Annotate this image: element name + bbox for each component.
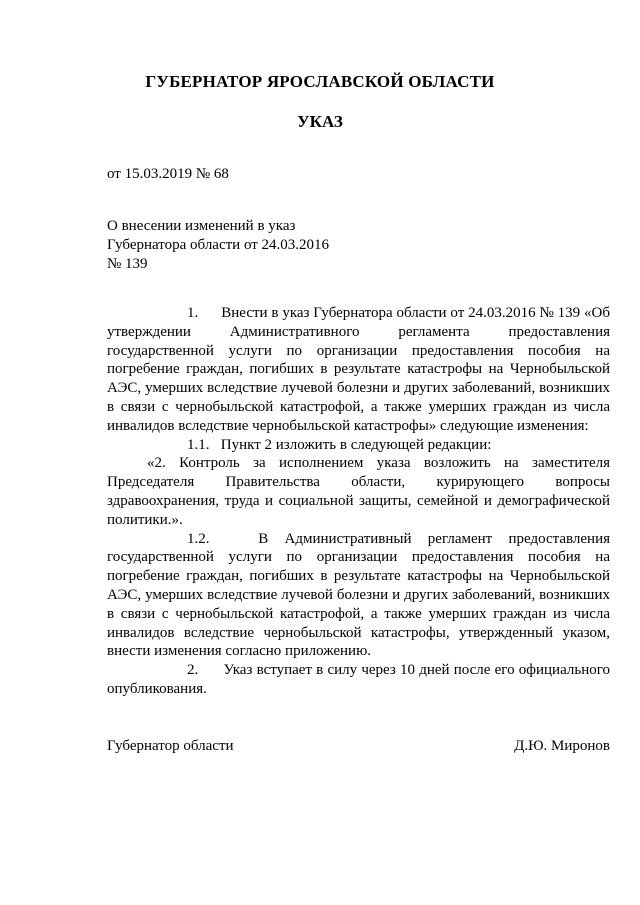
signatory-position: Губернатор области — [107, 738, 234, 754]
clause-2 — [107, 661, 610, 699]
clause-text: В Административный регламент предоставления государственной услуги по организации предоставления пособия на погребение граждан, погибших в результате катастрофы на Чернобыльской АЭС, умерших вследствие лучевой болезни и других заболеваний, возникших в связи с чернобыльской катастрофой, а также умерших граждан из числа инвалидов вследствие чернобыльской катастрофы, утвержденный указом, внести изменения согласно приложению. — [107, 530, 610, 660]
clause-1 — [107, 304, 610, 436]
document-date-number: от 15.03.2019 № 68 — [107, 166, 229, 182]
clause-text: Внести в указ Губернатора области от 24.03.2016 № 139 «Об утверждении Административного регламента предоставления государственной услуги по организации предоставления пособия на погребение граждан, погибших в результате катастрофы на Чернобыльской АЭС, умерших вследствие лучевой болезни и других заболеваний, возникших в связи с чернобыльской катастрофой, а также умерших граждан из числа инвалидов вследствие чернобыльской катастрофы» следующие изменения: — [107, 305, 610, 434]
document-subject — [107, 217, 329, 274]
clause-number: 1.1. — [187, 436, 210, 453]
clause-number: 2. — [187, 662, 199, 679]
clause-number: 1. — [187, 305, 199, 321]
signatory-name: Д.Ю. Миронов — [514, 738, 610, 754]
document-body — [107, 304, 610, 699]
signature-block — [107, 738, 610, 755]
subject-line: Губернатора области от 24.03.2016 — [107, 237, 330, 253]
clause-number: 1.2. — [187, 530, 210, 547]
subject-line: № 139 — [107, 256, 148, 272]
issuing-authority: ГУБЕРНАТОР ЯРОСЛАВСКОЙ ОБЛАСТИ — [145, 72, 495, 91]
clause-text: Указ вступает в силу через 10 дней после его официального опубликования. — [107, 662, 610, 697]
document-type: УКАЗ — [297, 112, 343, 131]
clause-text: Пункт 2 изложить в следующей редакции: — [220, 436, 492, 453]
subject-line: О внесении изменений в указ — [107, 218, 296, 234]
clause-1-1 — [107, 436, 610, 455]
clause-1-1-quote: «2. Контроль за исполнением указа возложить на заместителя Председателя Правительства области, курирующего вопросы здравоохранения, труда и социальной защиты, семейной и демографической политики.». — [107, 455, 610, 528]
clause-1-2 — [107, 530, 610, 662]
